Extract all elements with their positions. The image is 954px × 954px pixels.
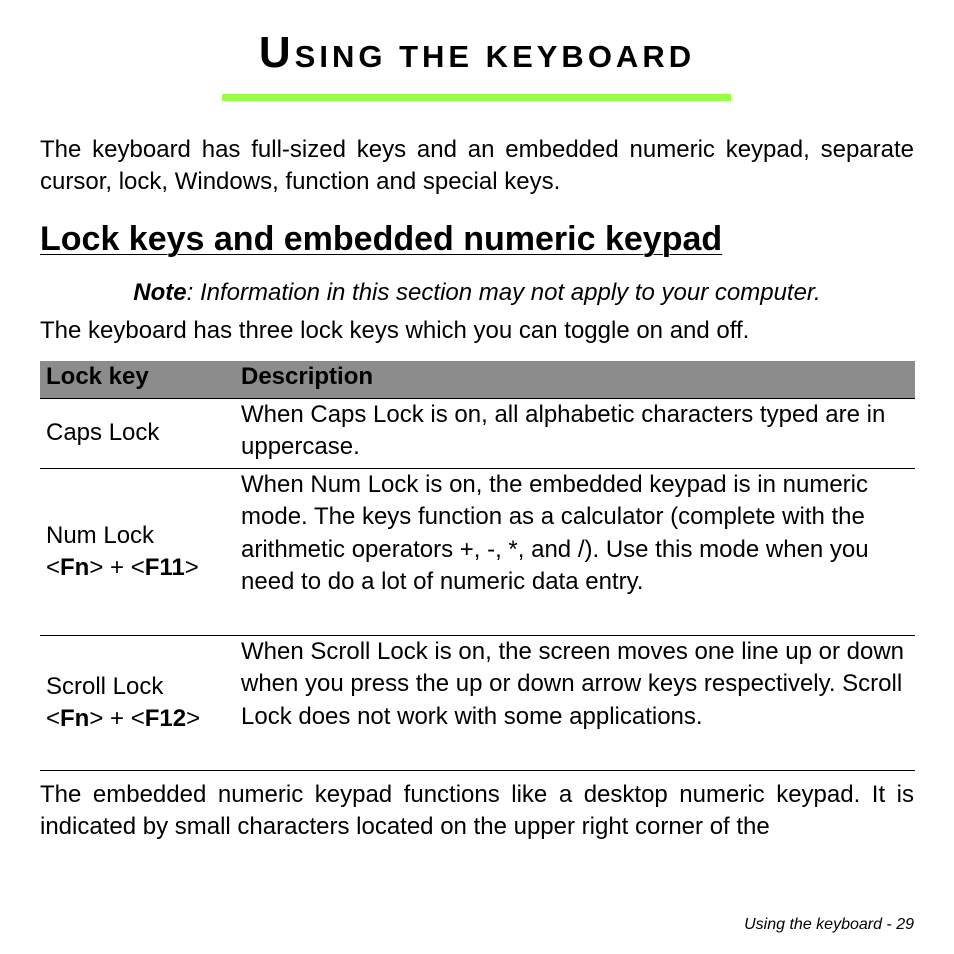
page-title-initial: U <box>258 28 295 77</box>
lock-key-cell <box>40 636 235 771</box>
intro-paragraph: The keyboard has full-sized keys and an embedded numeric keypad, separate cursor, lock, Windows, function and special keys. <box>40 136 914 195</box>
lock-keys-table <box>40 361 915 771</box>
key-combo: <Fn> + <F12> <box>46 705 201 732</box>
lock-key-name: Caps Lock <box>46 419 160 447</box>
table-row <box>40 399 915 469</box>
table-header-description: Description <box>241 363 374 390</box>
section-heading: Lock keys and embedded numeric keypad <box>40 220 723 258</box>
note-label: Note <box>133 279 187 306</box>
note-text: : Information in this section may not apply to your computer. <box>186 279 821 306</box>
lock-key-name: Scroll Lock <box>46 672 164 700</box>
title-underline-bar <box>222 94 731 101</box>
lock-key-cell <box>40 469 235 636</box>
lock-key-name: Num Lock <box>46 521 155 549</box>
table-row <box>40 636 915 771</box>
lock-keys-intro: The keyboard has three lock keys which you can toggle on and off. <box>40 317 750 344</box>
note-paragraph <box>40 277 914 309</box>
table-header-lock-key: Lock key <box>46 363 149 390</box>
page-footer: Using the keyboard - 29 <box>744 916 914 933</box>
key-combo: <Fn> + <F11> <box>46 554 199 581</box>
keypad-paragraph: The embedded numeric keypad functions like a desktop numeric keypad. It is indicated by small characters located on the upper right corner of the <box>40 781 914 840</box>
lock-key-description: When Scroll Lock is on, the screen moves one line up or down when you press the up or down arrow keys respectively. Scroll Lock does not work with some applications. <box>235 636 915 771</box>
table-header-row <box>40 361 915 399</box>
page-title-rest: SING THE KEYBOARD <box>294 39 696 74</box>
lock-key-description: When Caps Lock is on, all alphabetic characters typed are in uppercase. <box>235 399 915 469</box>
table-row <box>40 469 915 636</box>
lock-key-description: When Num Lock is on, the embedded keypad is in numeric mode. The keys function as a calculator (complete with the arithmetic operators +, -, *, and /). Use this mode when you need to do a lot of numeric data entry. <box>235 469 915 636</box>
page-title <box>0 28 954 78</box>
lock-key-cell <box>40 399 235 469</box>
